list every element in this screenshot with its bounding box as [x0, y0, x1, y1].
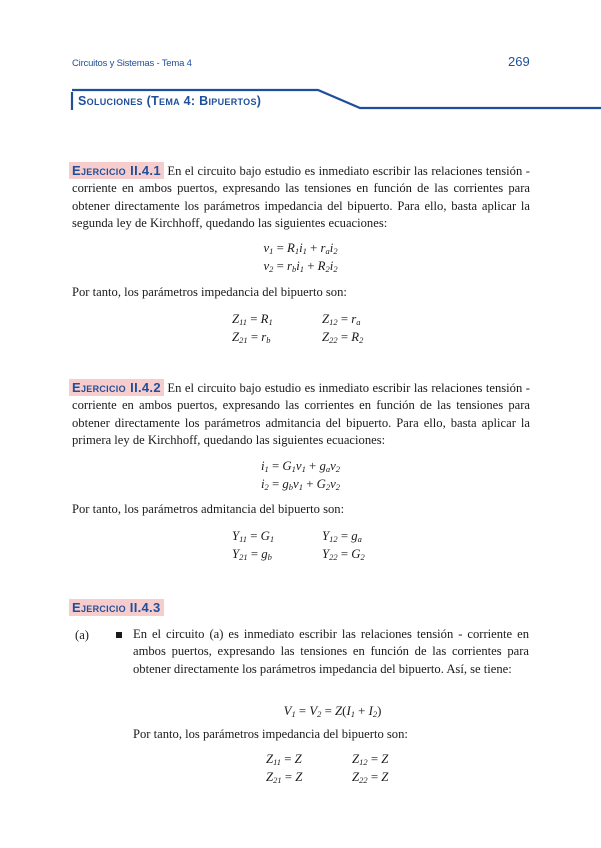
exercise-1-equation-1: [0, 240, 601, 257]
param-y21: $Y_{21} = g_b$: [232, 546, 272, 562]
param-y11: $Y_{11} = G_1$: [232, 529, 275, 544]
param-z21: $Z_{21} = Z$: [266, 769, 303, 785]
param-z22: $Z_{22} = Z$: [352, 769, 389, 785]
exercise-3-title: Ejercicio II.4.3: [69, 599, 164, 616]
exercise-3-equation: [32, 703, 601, 720]
exercise-2-conclusion: Por tanto, los parámetros admitancia del bipuerto son:: [72, 502, 345, 516]
exercise-3-conclusion: Por tanto, los parámetros impedancia del bipuerto son:: [133, 727, 408, 741]
param-z22: $Z_{22} = R_2$: [322, 329, 364, 345]
param-z12: $Z_{12} = Z$: [352, 752, 389, 767]
eq-text: $v_2 = r_bi_1 + R_2i_2$: [263, 259, 338, 274]
eq-text: $V_1 = V_2 = Z(I_1 + I_2)$: [283, 704, 382, 719]
exercise-2-paragraph: [72, 379, 530, 449]
param-z12: $Z_{12} = r_a$: [322, 312, 361, 327]
exercise-1-equation-2: [0, 258, 601, 275]
param-y22: $Y_{22} = G_2$: [322, 546, 365, 562]
param-z11: $Z_{11} = R_1$: [232, 312, 273, 327]
exercise-2-equation-1: [0, 458, 601, 475]
bullet-icon: [116, 632, 122, 638]
exercise-2-equation-2: [0, 476, 601, 493]
param-z11: $Z_{11} = Z$: [266, 752, 302, 767]
exercise-3-heading: [72, 599, 530, 617]
param-y12: $Y_{12} = g_a$: [322, 529, 362, 544]
eq-text: $i_2 = g_bv_1 + G_2v_2$: [260, 477, 341, 492]
running-header: Circuitos y Sistemas - Tema 4: [72, 58, 192, 69]
exercise-1-paragraph: [72, 162, 530, 232]
param-z21: $Z_{21} = r_b$: [232, 329, 271, 345]
exercise-1-text: En el circuito bajo estudio es inmediato escribir las relaciones tensión - corriente en ambos puertos, expresando las tensiones en función de las corrientes para obtener directamente los parámetros impedancia del bipuerto. Para ello, basta aplicar la segunda ley de Kirchhoff, quedando las siguientes ecuaciones:: [72, 164, 530, 230]
exercise-1-conclusion: Por tanto, los parámetros impedancia del bipuerto son:: [72, 285, 347, 299]
eq-text: $v_1 = R_1i_1 + r_ai_2$: [263, 241, 338, 256]
exercise-2-text: En el circuito bajo estudio es inmediato escribir las relaciones tensión - corriente en ambos puertos, expresando las corrientes en función de las tensiones para obtener directamente los parámetros admitancia del bipuerto. Para ello, basta aplicar la primera ley de Kirchhoff, quedando las siguientes ecuaciones:: [72, 381, 530, 447]
exercise-3-text: En el circuito (a) es inmediato escribir las relaciones tensión - corriente en ambos puertos, expresando las tensiones en función de las corrientes para obtener directamente los parámetros impedancia del bipuerto. Así, se tiene:: [133, 627, 529, 676]
exercise-2-title: Ejercicio II.4.2: [69, 379, 164, 396]
exercise-1-title: Ejercicio II.4.1: [69, 162, 164, 179]
exercise-3-params: [266, 751, 388, 786]
chapter-title: Soluciones (Tema 4: Bipuertos): [78, 94, 262, 108]
eq-text: $i_1 = G_1v_1 + g_av_2$: [260, 459, 341, 474]
page-number: 269: [508, 54, 530, 69]
exercise-2-params: [232, 528, 365, 563]
item-label-a: (a): [75, 628, 89, 642]
exercise-1-params: [232, 311, 363, 346]
